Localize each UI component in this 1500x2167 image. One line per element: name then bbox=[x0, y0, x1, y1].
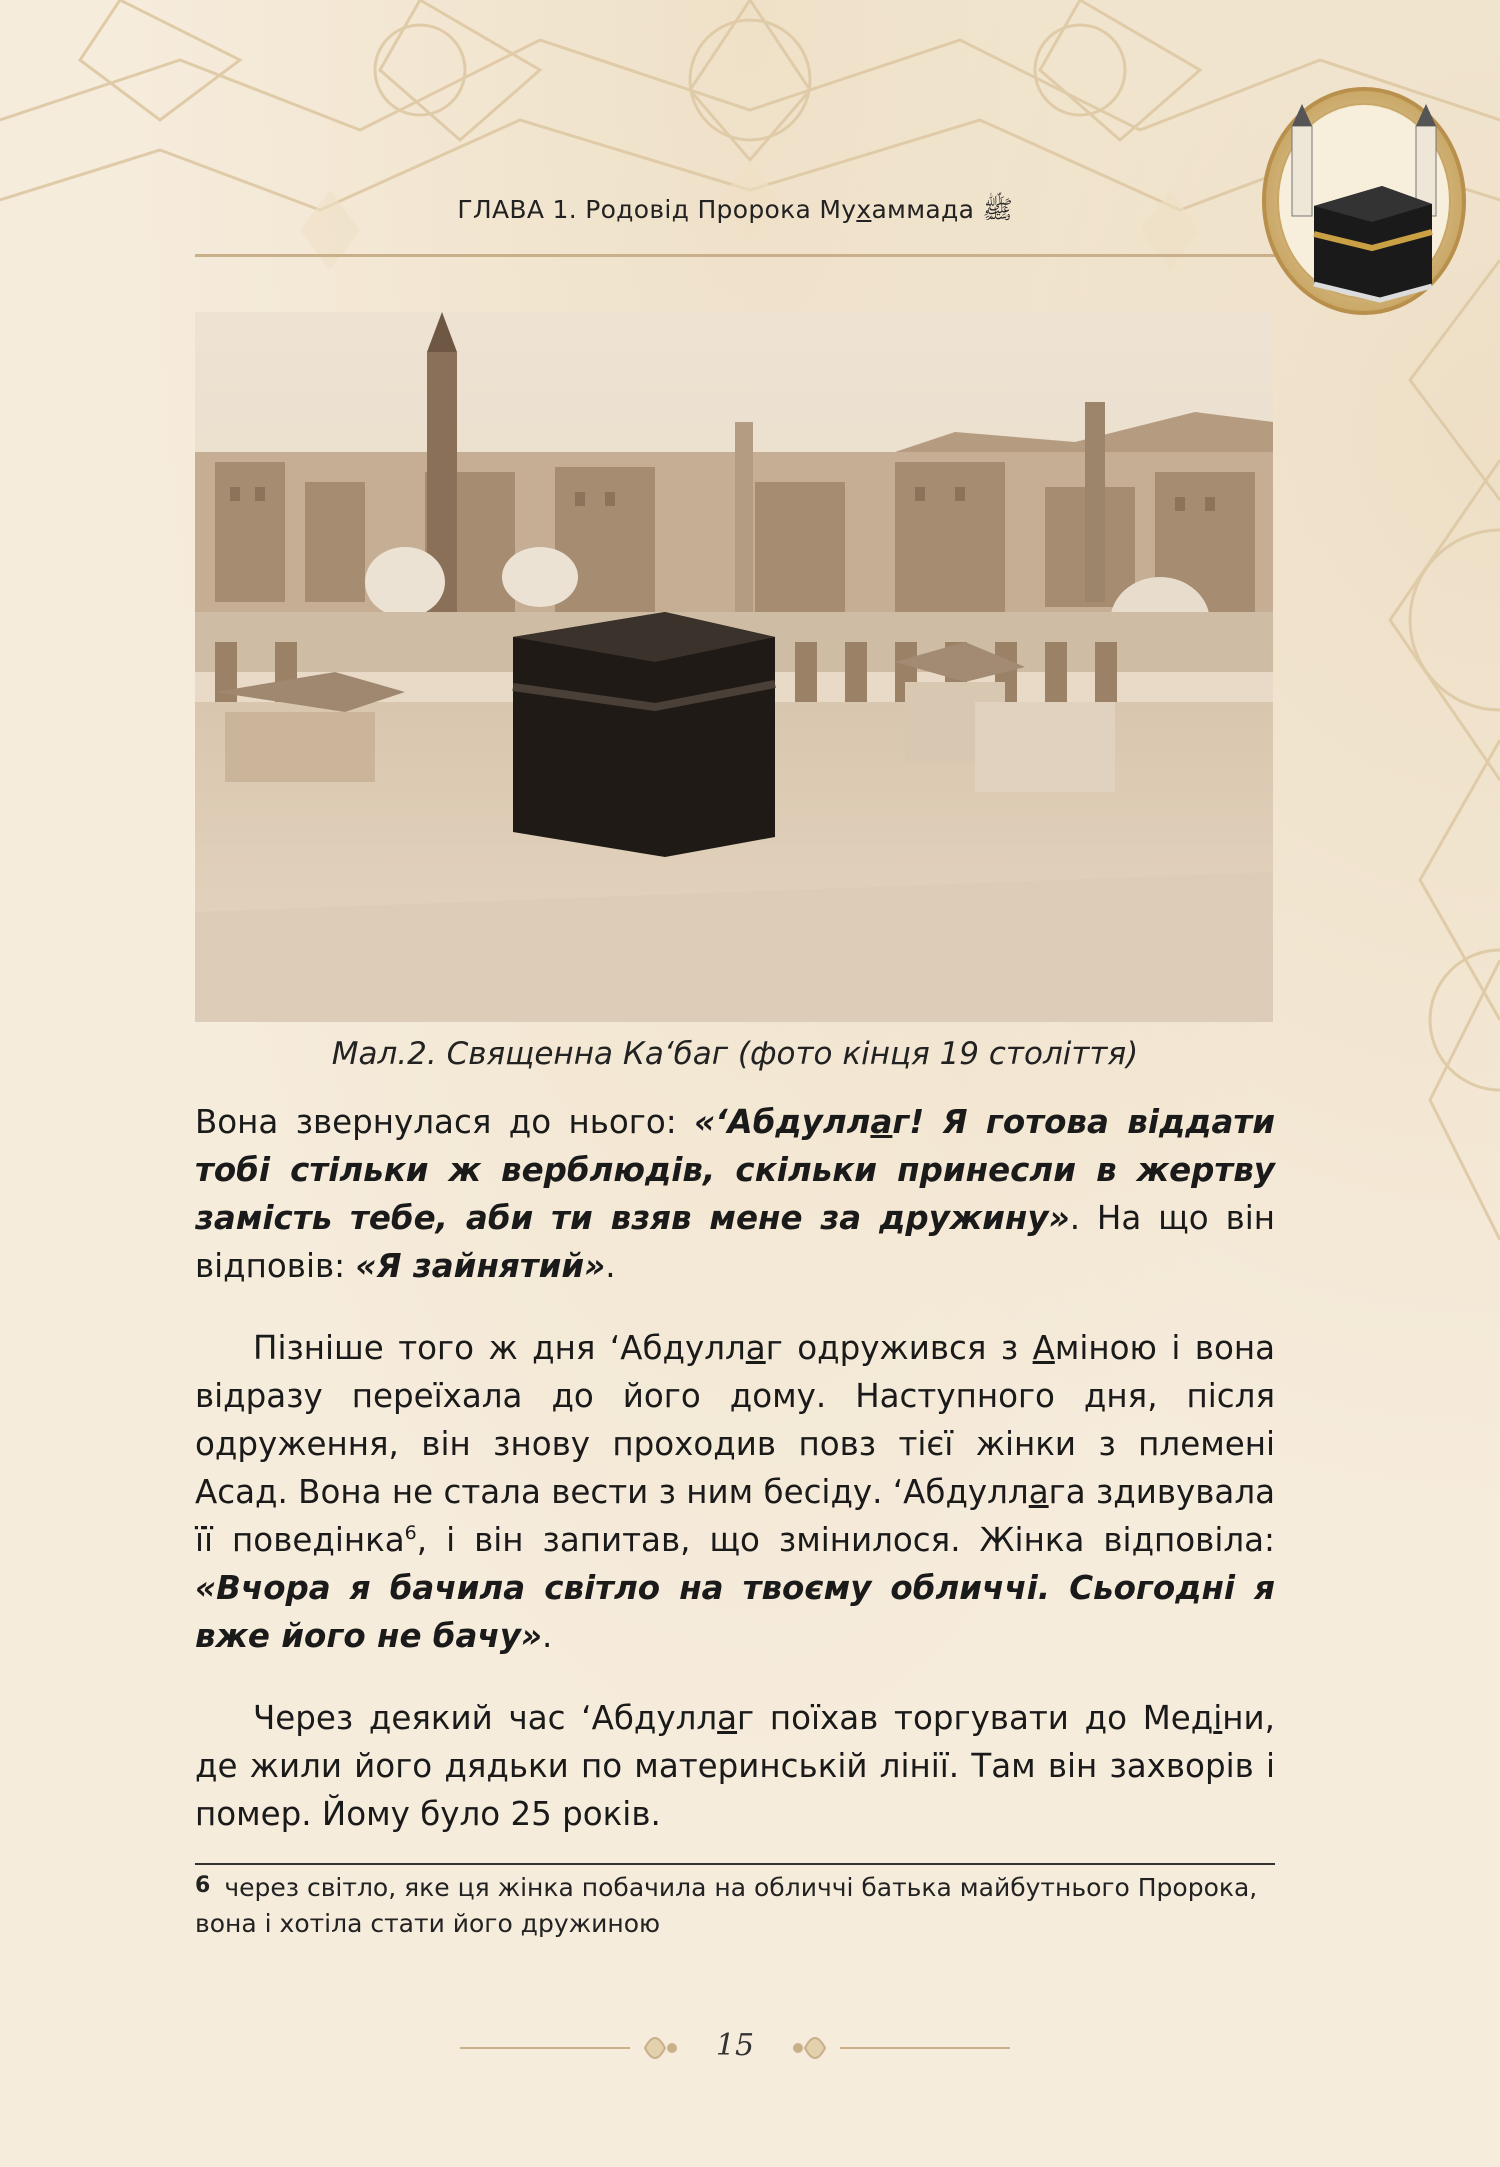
p1-lead: Вона звернулася до нього: bbox=[195, 1103, 695, 1141]
p1-end: . bbox=[605, 1247, 616, 1285]
running-header bbox=[195, 194, 1275, 231]
p2-b-u: А bbox=[1032, 1329, 1055, 1367]
page-number: 15 bbox=[715, 2028, 755, 2063]
p1-quote-1-b: г! Я готова віддати тобі стільки ж верблюдів, скільки принесли в жертву замість тебе, аби ти взяв мене за дружину» bbox=[195, 1103, 1276, 1237]
p2-d: га здивувала її поведінка bbox=[195, 1473, 1276, 1559]
header-chapter: ГЛАВА 1. Родовід Пророка Му bbox=[457, 195, 857, 224]
paragraph-3 bbox=[195, 1694, 1275, 1838]
p3-c: ни, де жили його дядьки по материнській лінії. Там він захворів і помер. Йому було 25 років. bbox=[195, 1699, 1275, 1833]
geometric-ornament-right bbox=[1260, 260, 1500, 1260]
p1-quote-1-u: а bbox=[870, 1103, 893, 1141]
p3-b: г поїхав торгувати до Мед bbox=[737, 1699, 1214, 1737]
page-number-row bbox=[440, 2018, 1030, 2078]
p3-a: Через деякий час ‘Абдулл bbox=[253, 1699, 718, 1737]
p2-a: Пізніше того ж дня ‘Абдулл bbox=[253, 1329, 746, 1367]
p2-c-u: а bbox=[1028, 1473, 1049, 1511]
p2-b: г одружився з bbox=[765, 1329, 1033, 1367]
p3-a-u: а bbox=[717, 1699, 738, 1737]
kaaba-medallion-icon bbox=[1262, 86, 1466, 316]
header-chapter-end: аммада bbox=[871, 195, 975, 224]
p2-end: . bbox=[542, 1617, 553, 1655]
figure-caption: Мал.2. Священна Ка‘баг (фото кінця 19 століття) bbox=[331, 1036, 1139, 1072]
kaaba-historic-photo bbox=[195, 312, 1273, 1022]
footnote-number: 6 bbox=[195, 1873, 211, 1898]
p3-b-u: і bbox=[1213, 1699, 1223, 1737]
paragraph-2 bbox=[195, 1324, 1275, 1660]
p1-quote-2: «Я зайнятий» bbox=[355, 1247, 606, 1285]
footnote-text: через світло, яке ця жінка побачила на обличчі батька майбутнього Пророка, вона і хотіла стати його дружиною bbox=[195, 1873, 1258, 1938]
p2-c: міною і вона відразу переїхала до його дому. Наступного дня, після одруження, він знову проходив повз тієї жінки з племені Асад. Вона не стала вести з ним бесіду. ‘Абдулл bbox=[195, 1329, 1276, 1511]
footnote-rule bbox=[195, 1863, 1275, 1865]
paragraph-1 bbox=[195, 1098, 1275, 1290]
p2-a-u: а bbox=[745, 1329, 766, 1367]
p1-quote-1-a: «‘Абдулл bbox=[694, 1103, 871, 1141]
body-text bbox=[195, 1098, 1275, 1872]
p1-mid: . На що він відповів: bbox=[195, 1199, 1276, 1285]
p2-quote: «Вчора я бачила світло на твоєму обличчі. Сьогодні я вже його не бачу» bbox=[195, 1569, 1275, 1655]
header-rule bbox=[195, 254, 1275, 257]
header-honorific: ﷺ bbox=[982, 195, 1013, 224]
header-chapter-underlined: х bbox=[856, 195, 872, 224]
p2-e: , і він запитав, що змінилося. Жінка відповіла: bbox=[416, 1521, 1275, 1559]
footnote-ref-6[interactable]: 6 bbox=[404, 1522, 417, 1545]
footnote bbox=[195, 1868, 1275, 1942]
